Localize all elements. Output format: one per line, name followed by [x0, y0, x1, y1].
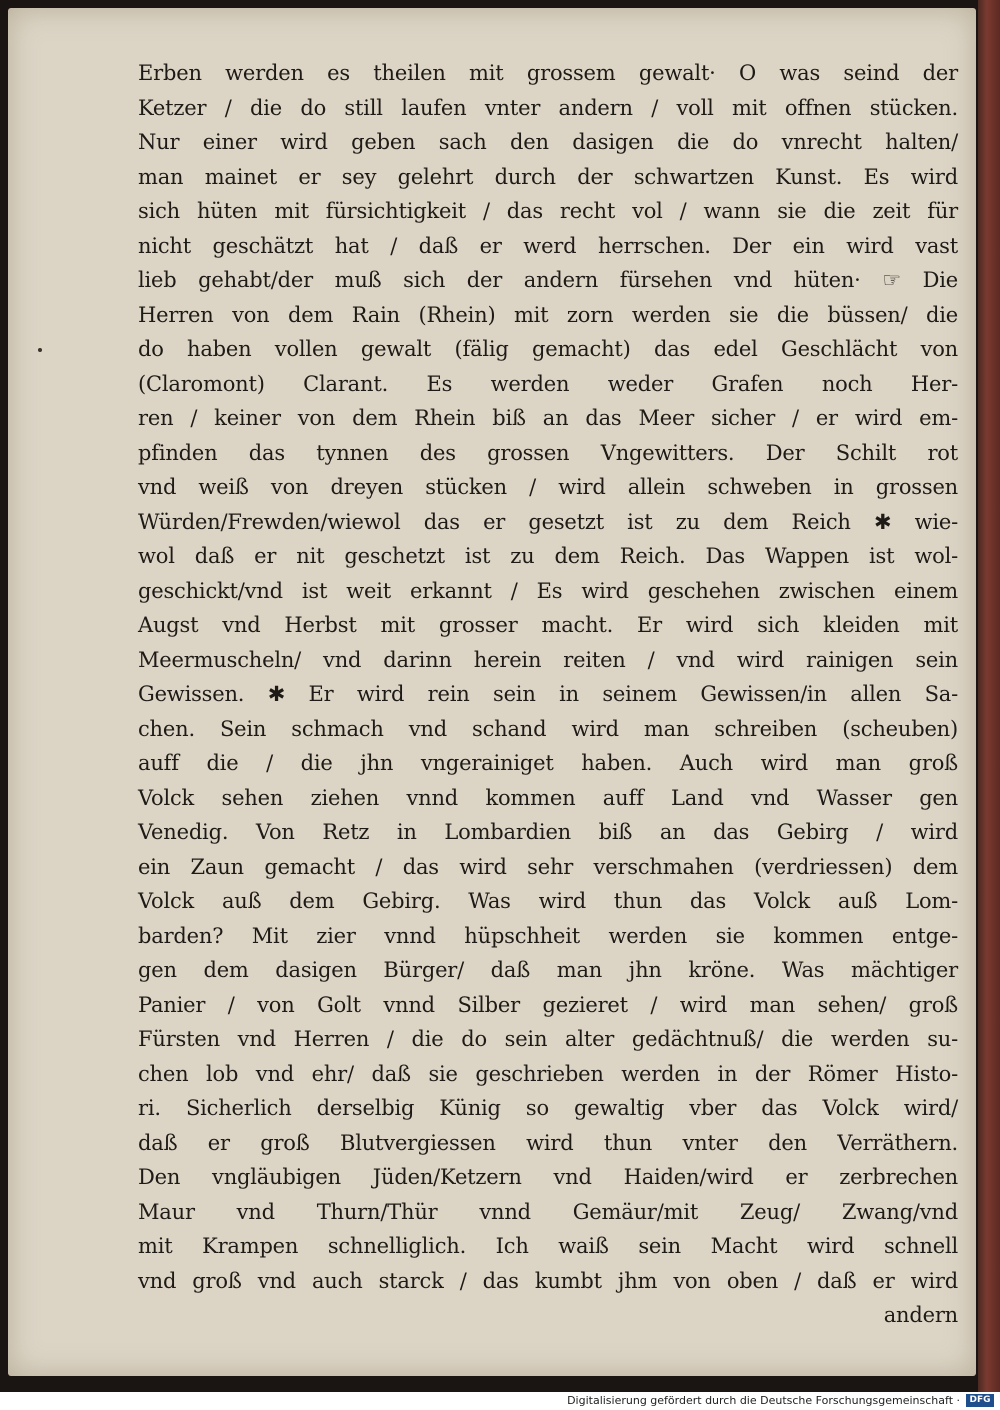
- text-line: chen lob vnd ehr/ daß sie geschrieben werden in der Römer Histo-: [138, 1061, 958, 1086]
- text-line: Den vngläubigen Jüden/Ketzern vnd Haiden/wird er zerbrechen: [138, 1165, 958, 1189]
- text-line: ren / keiner von dem Rhein biß an das Meer sicher / er wird em-: [138, 406, 958, 430]
- text-line: Venedig. Von Retz in Lombardien biß an das Gebirg / wird: [138, 820, 958, 844]
- dfg-logo: DFG: [966, 1394, 994, 1407]
- text-line: pfinden das tynnen des grossen Vngewitters. Der Schilt rot: [138, 440, 958, 465]
- text-line: man mainet er sey gelehrt durch der schwartzen Kunst. Es wird: [138, 164, 958, 189]
- text-line: barden? Mit zier vnnd hüpschheit werden sie kommen entge-: [138, 923, 958, 948]
- text-line: vnd weiß von dreyen stücken / wird allein schweben in grossen: [138, 475, 958, 499]
- text-line: gen dem dasigen Bürger/ daß man jhn kröne. Was mächtiger: [138, 958, 958, 982]
- text-line: Panier / von Golt vnnd Silber gezieret / wird man sehen/ groß: [138, 992, 958, 1017]
- text-line: Ketzer / die do still laufen vnter andern / voll mit offnen stücken.: [138, 95, 958, 120]
- text-line: Volck sehen ziehen vnnd kommen auff Land vnd Wasser gen: [138, 785, 958, 810]
- book-page: [8, 8, 976, 1376]
- text-line: ri. Sicherlich derselbig Künig so gewaltig vber das Volck wird/: [138, 1096, 958, 1120]
- funding-credit: Digitalisierung gefördert durch die Deutsche Forschungsgemeinschaft ·: [567, 1394, 960, 1407]
- text-line: Nur einer wird geben sach den dasigen die do vnrecht halten/: [138, 130, 958, 154]
- text-line: Würden/Frewden/wiewol das er gesetzt ist zu dem Reich ✱ wie-: [138, 509, 958, 534]
- book-edge: [978, 0, 1000, 1392]
- text-line: (Claromont) Clarant. Es werden weder Grafen noch Her-: [138, 371, 958, 396]
- text-line: ein Zaun gemacht / das wird sehr verschmahen (verdriessen) dem: [138, 854, 958, 879]
- text-line: Fürsten vnd Herren / die do sein alter gedächtnuß/ die werden su-: [138, 1027, 958, 1051]
- text-line: geschickt/vnd ist weit erkannt / Es wird geschehen zwischen einem: [138, 578, 958, 603]
- text-line: vnd groß vnd auch starck / das kumbt jhm von oben / daß er wird: [138, 1268, 958, 1293]
- text-line: chen. Sein schmach vnd schand wird man schreiben (scheuben): [138, 716, 958, 741]
- page-speck: [38, 348, 42, 352]
- text-line: do haben vollen gewalt (fälig gemacht) das edel Geschlächt von: [138, 337, 958, 361]
- text-line: Erben werden es theilen mit grossem gewalt· O was seind der: [138, 61, 958, 85]
- text-line: Gewissen. ✱ Er wird rein sein in seinem Gewissen/in allen Sa-: [138, 682, 958, 706]
- text-line: Meermuscheln/ vnd darinn herein reiten / vnd wird rainigen sein: [138, 647, 958, 672]
- text-line: daß er groß Blutvergiessen wird thun vnter den Verräthern.: [138, 1130, 958, 1155]
- text-line: Volck auß dem Gebirg. Was wird thun das Volck auß Lom-: [138, 889, 958, 913]
- text-line: sich hüten mit fürsichtigkeit / das recht vol / wann sie die zeit für: [138, 199, 958, 223]
- text-line: Maur vnd Thurn/Thür vnnd Gemäur/mit Zeug/ Zwang/vnd: [138, 1199, 958, 1224]
- catchword: andern: [883, 1303, 958, 1327]
- text-line: Herren von dem Rain (Rhein) mit zorn werden sie die büssen/ die: [138, 302, 958, 327]
- footer-bar: [0, 1392, 1000, 1410]
- text-line: auff die / die jhn vngerainiget haben. Auch wird man groß: [138, 751, 958, 775]
- text-line: wol daß er nit geschetzt ist zu dem Reich. Das Wappen ist wol-: [138, 544, 958, 568]
- text-line: nicht geschätzt hat / daß er werd herrschen. Der ein wird vast: [138, 233, 958, 258]
- text-line: lieb gehabt/der muß sich der andern fürsehen vnd hüten· ☞ Die: [138, 268, 958, 292]
- text-line: mit Krampen schnelliglich. Ich waiß sein Macht wird schnell: [138, 1234, 958, 1258]
- text-line: Augst vnd Herbst mit grosser macht. Er wird sich kleiden mit: [138, 613, 958, 637]
- page-text: [138, 56, 958, 1333]
